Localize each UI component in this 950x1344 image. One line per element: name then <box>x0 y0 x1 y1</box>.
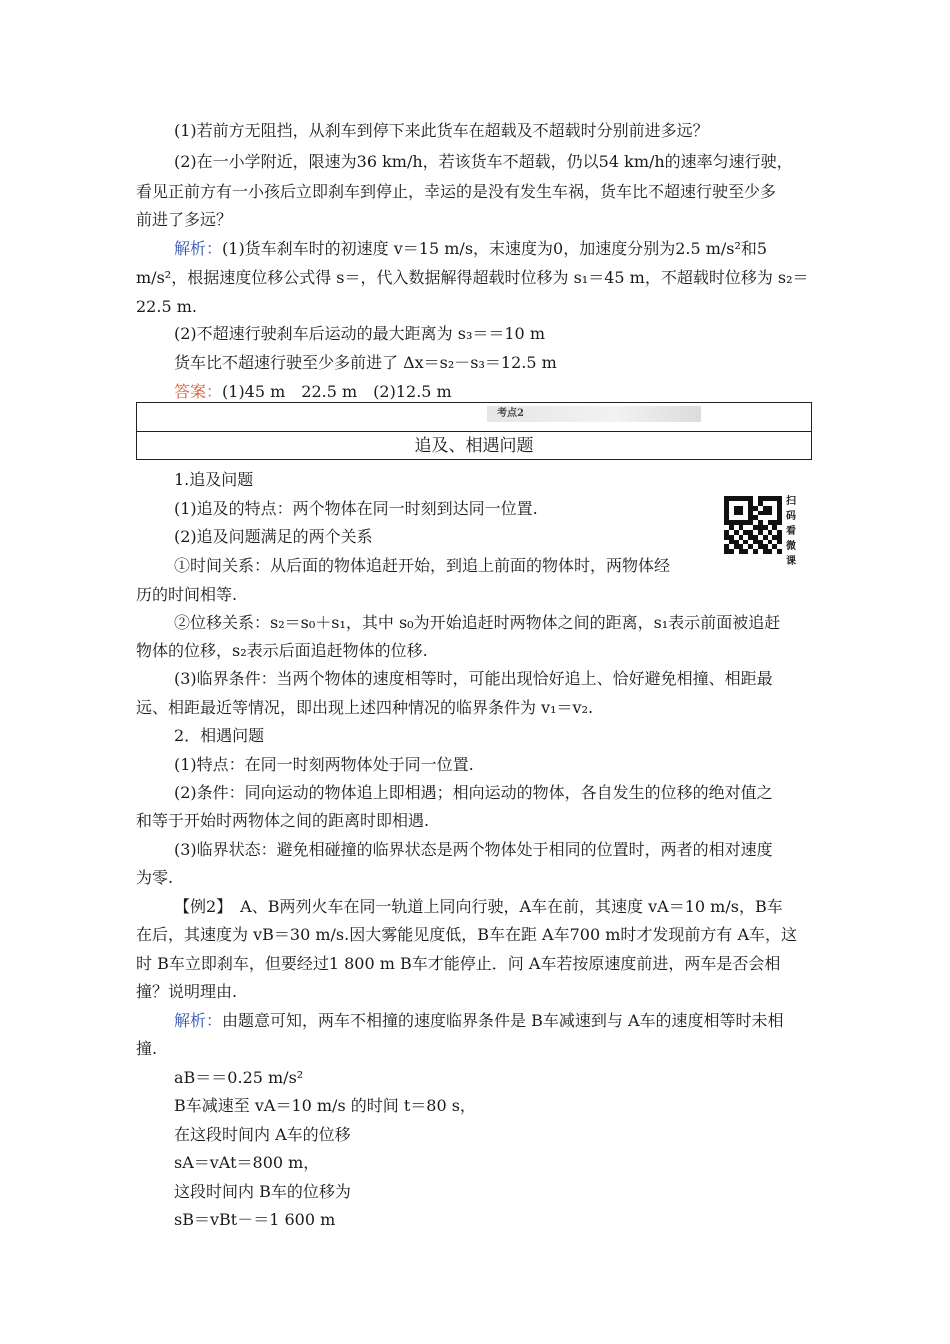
text-line <box>174 1095 476 1117</box>
text-content: (1)特点：在同一时刻两物体处于同一位置. <box>174 755 474 774</box>
text-content: 这段时间内 B车的位移为 <box>174 1182 351 1201</box>
text-line <box>136 867 173 889</box>
text-line <box>136 953 780 975</box>
text-content: 看见正前方有一小孩后立即刹车到停止，幸运的是没有发生车祸，货车比不超速行驶至少多 <box>136 182 777 201</box>
text-content: 【例2】 A、B两列火车在同一轨道上同向行驶，A车在前，其速度 vA＝10 m/s，B车 <box>174 897 783 916</box>
text-content: 物体的位移，s₂表示后面追赶物体的位移. <box>136 641 428 660</box>
text-content: 在后，其速度为 vB＝30 m/s.因大雾能见度低，B车在距 A车700 m时才发现前方有 A车，这 <box>136 925 798 944</box>
text-content: 前进了多远？ <box>136 210 233 229</box>
text-line <box>136 924 797 946</box>
scan-label: 扫码看微课 <box>786 496 796 567</box>
text-line <box>136 810 429 832</box>
topic-title: 追及、相遇问题 <box>414 436 534 456</box>
text-line <box>174 381 452 403</box>
text-line <box>174 151 793 173</box>
text-line <box>136 697 593 719</box>
text-line <box>174 469 253 491</box>
text-content: 撞. <box>136 1039 158 1058</box>
text-line <box>136 209 232 231</box>
text-line <box>174 754 474 776</box>
text-content: (1)货车刹车时的初速度 v＝15 m/s，末速度为0，加速度分别为2.5 m/s²和5 <box>222 239 768 258</box>
text-content: (2)在一小学附近，限速为36 km/h，若该货车不超载，仍以54 km/h的速率匀速行驶， <box>174 152 793 171</box>
text-line <box>174 498 538 520</box>
text-content: 2．相遇问题 <box>174 726 265 745</box>
answer-label: 解析： <box>174 1011 223 1030</box>
text-line <box>174 668 773 690</box>
text-line <box>136 267 809 289</box>
text-content: (2)不超速行驶刹车后运动的最大距离为 s₃＝＝10 m <box>174 324 545 343</box>
text-line <box>174 1067 303 1089</box>
text-content: (1)45 m 22.5 m (2)12.5 m <box>222 382 452 401</box>
text-line <box>174 352 557 374</box>
text-content: 远、相距最近等情况，即出现上述四种情况的临界条件为 v₁＝v₂. <box>136 698 594 717</box>
text-line <box>174 120 709 142</box>
text-line <box>136 981 237 1003</box>
text-content: 撞？说明理由. <box>136 982 238 1001</box>
text-content: 1.追及问题 <box>174 470 254 489</box>
text-content: 在这段时间内 A车的位移 <box>174 1125 351 1144</box>
text-line <box>174 1124 351 1146</box>
text-line <box>174 839 773 861</box>
text-line <box>174 555 670 577</box>
text-line <box>174 238 767 260</box>
text-line <box>136 181 776 203</box>
text-content: 和等于开始时两物体之间的距离时即相遇. <box>136 811 430 830</box>
text-line <box>136 640 428 662</box>
text-content: (2)追及问题满足的两个关系 <box>174 527 373 546</box>
text-line <box>136 1038 157 1060</box>
text-content: 为零. <box>136 868 174 887</box>
text-line <box>174 1209 335 1231</box>
text-line <box>174 323 545 345</box>
topic-tag: 考点2 <box>487 406 701 422</box>
text-content: 时 B车立即刹车，但要经过1 800 m B车才能停止．问 A车若按原速度前进，两车是否会相 <box>136 954 781 973</box>
text-line <box>174 782 773 804</box>
answer-label: 答案： <box>174 382 223 401</box>
text-content: (2)条件：同向运动的物体追上即相遇；相向运动的物体，各自发生的位移的绝对值之 <box>174 783 773 802</box>
qr-code-icon[interactable] <box>724 496 782 554</box>
text-content: (3)临界状态：避免相碰撞的临界状态是两个物体处于相同的位置时，两者的相对速度 <box>174 840 773 859</box>
text-content: sA＝vAt＝800 m， <box>174 1153 320 1172</box>
text-line <box>174 1010 784 1032</box>
text-content: 历的时间相等. <box>136 585 238 604</box>
text-content: sB＝vBt－＝1 600 m <box>174 1210 336 1229</box>
text-content: (1)追及的特点：两个物体在同一时刻到达同一位置. <box>174 499 538 518</box>
text-content: 22.5 m. <box>136 297 197 316</box>
text-line <box>174 1181 351 1203</box>
topic-divider <box>137 431 811 432</box>
text-content: B车减速至 vA＝10 m/s 的时间 t＝80 s， <box>174 1096 476 1115</box>
text-line <box>174 896 783 918</box>
text-content: 由题意可知，两车不相撞的速度临界条件是 B车减速到与 A车的速度相等时未相 <box>222 1011 784 1030</box>
text-line <box>174 612 780 634</box>
text-content: ①时间关系：从后面的物体追赶开始，到追上前面的物体时，两物体经 <box>174 556 671 575</box>
text-line <box>136 296 197 318</box>
text-line <box>136 584 237 606</box>
text-content: (3)临界条件：当两个物体的速度相等时，可能出现恰好追上、恰好避免相撞、相距最 <box>174 669 773 688</box>
answer-label: 解析： <box>174 239 223 258</box>
text-content: aB＝＝0.25 m/s² <box>174 1068 304 1087</box>
text-content: (1)若前方无阻挡，从刹车到停下来此货车在超载及不超载时分别前进多远？ <box>174 121 709 140</box>
topic-box <box>136 402 812 460</box>
text-line <box>174 1152 319 1174</box>
text-content: m/s²，根据速度位移公式得 s＝，代入数据解得超载时位移为 s₁＝45 m，不超载时位移为 s₂＝ <box>136 268 809 287</box>
text-line <box>174 526 373 548</box>
text-content: ②位移关系：s₂＝s₀＋s₁，其中 s₀为开始追赶时两物体之间的距离，s₁表示前面被追赶 <box>174 613 781 632</box>
text-content: 货车比不超速行驶至少多前进了 Δx＝s₂－s₃＝12.5 m <box>174 353 557 372</box>
text-line <box>174 725 264 747</box>
